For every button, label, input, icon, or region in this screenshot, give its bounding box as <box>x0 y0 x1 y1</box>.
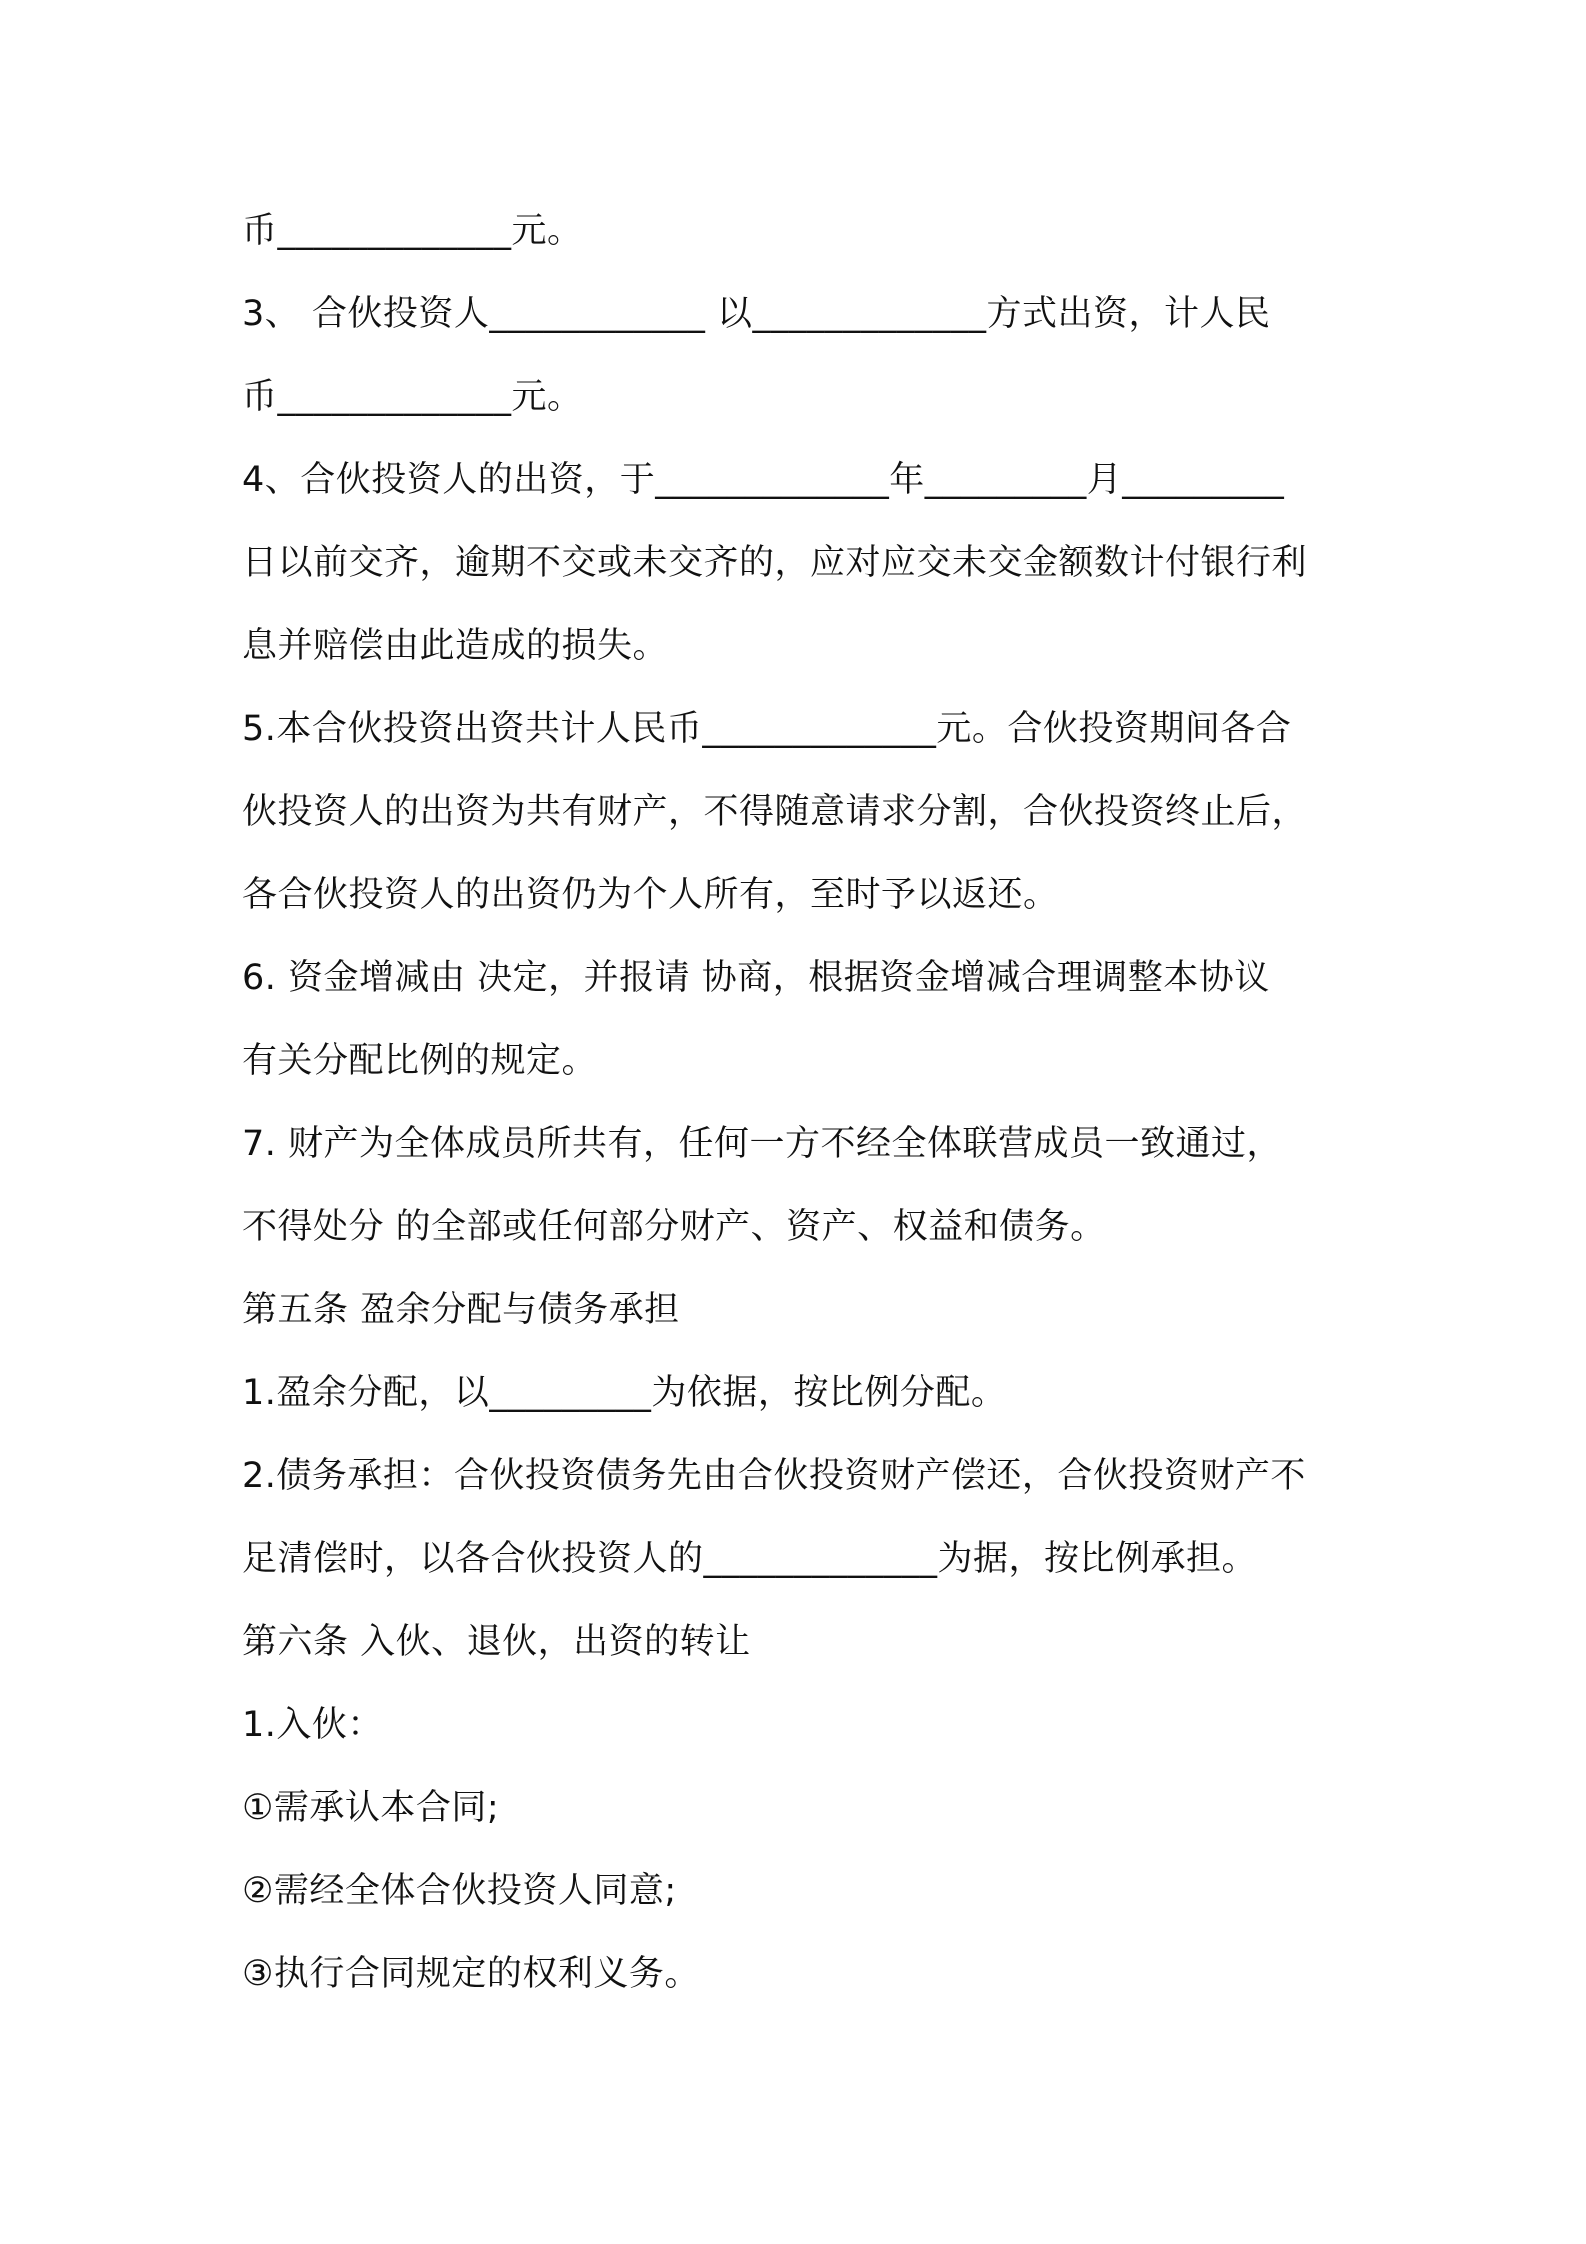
text-line: 币_____________元。 <box>242 377 583 417</box>
text-line: 4、合伙投资人的出资，于_____________年_________月_________ <box>242 460 1285 500</box>
text-line: 7. 财产为全体成员所共有，任何一方不经全体联营成员一致通过， <box>242 1124 1283 1164</box>
text-line: 日以前交齐，逾期不交或未交齐的，应对应交未交金额数计付银行利 <box>242 543 1308 583</box>
section-heading: 第六条 入伙、退伙，出资的转让 <box>242 1622 751 1662</box>
text-line: 足清偿时，以各合伙投资人的_____________为据，按比例承担。 <box>242 1539 1258 1579</box>
section-heading: 第五条 盈余分配与债务承担 <box>242 1290 680 1330</box>
text-line: 1.盈余分配，以_________为依据，按比例分配。 <box>242 1373 1007 1413</box>
list-item: ①需承认本合同; <box>242 1788 500 1828</box>
text-line: 不得处分 的全部或任何部分财产、资产、权益和债务。 <box>242 1207 1106 1247</box>
text-line: 有关分配比例的规定。 <box>242 1041 598 1081</box>
text-line: 息并赔偿由此造成的损失。 <box>242 626 669 666</box>
text-line: 伙投资人的出资为共有财产，不得随意请求分割，合伙投资终止后， <box>242 792 1308 832</box>
list-item: ③执行合同规定的权利义务。 <box>242 1954 700 1994</box>
text-line: 3、 合伙投资人____________ 以_____________方式出资，计人民 <box>242 294 1271 334</box>
text-line: 6. 资金增减由 决定，并报请 协商，根据资金增减合理调整本协议 <box>242 958 1270 998</box>
text-line: 1.入伙： <box>242 1705 383 1745</box>
list-item: ②需经全体合伙投资人同意; <box>242 1871 677 1911</box>
text-line: 各合伙投资人的出资仍为个人所有，至时予以返还。 <box>242 875 1059 915</box>
text-line: 币_____________元。 <box>242 211 583 251</box>
document-body <box>242 196 1362 2022</box>
text-line: 5.本合伙投资出资共计人民币_____________元。合伙投资期间各合 <box>242 709 1292 749</box>
text-line: 2.债务承担：合伙投资债务先由合伙投资财产偿还，合伙投资财产不 <box>242 1456 1306 1496</box>
